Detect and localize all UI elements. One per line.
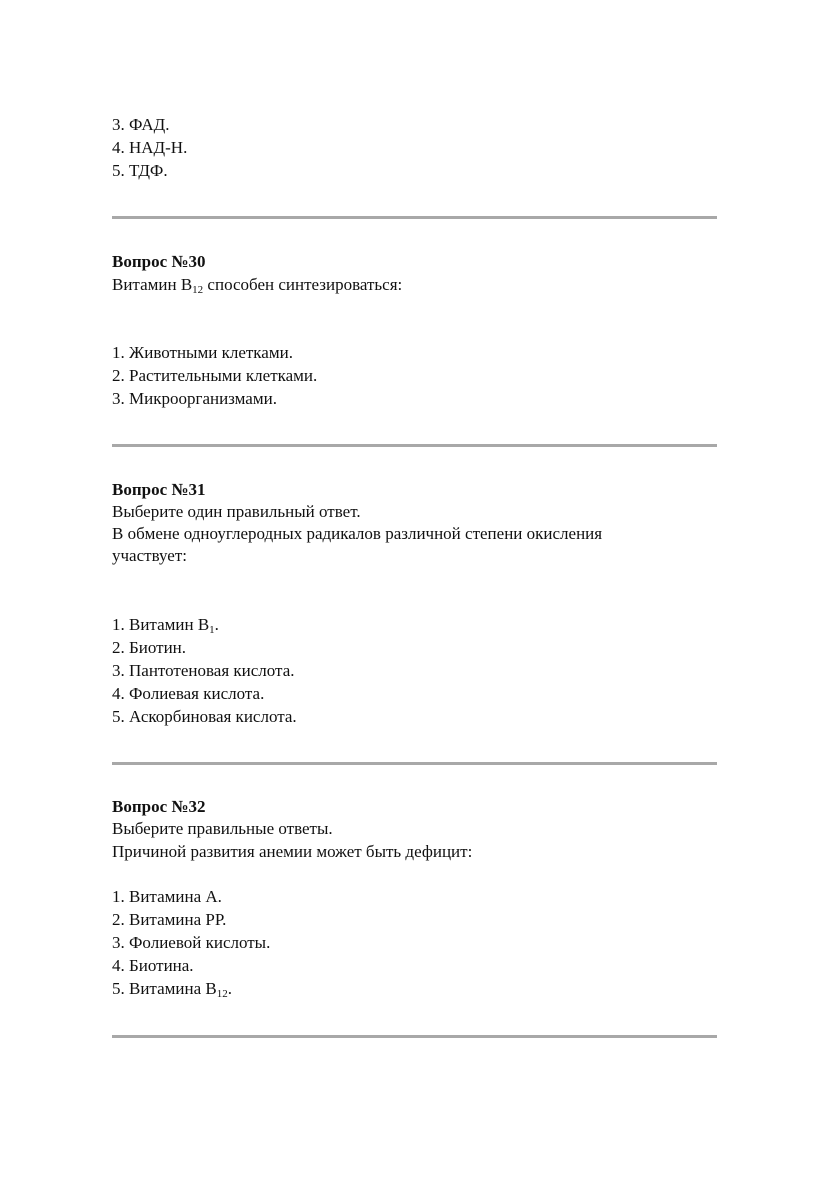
- answer-option: 5. Витамина $B_{12}$.: [112, 979, 232, 1000]
- question-text: участвует:: [112, 546, 187, 565]
- separator-rule: [112, 762, 717, 765]
- question-title: Вопрос №31: [112, 480, 206, 499]
- question-text: В обмене одноуглеродных радикалов различной степени окисления: [112, 524, 603, 543]
- answer-option: 2. Биотин.: [112, 638, 187, 657]
- answer-option: 3. Фолиевой кислоты.: [112, 933, 271, 952]
- answer-option: 1. Витамин $B_1$.: [112, 615, 219, 636]
- question-text: Витамин $B_{12}$ способен синтезироваться:: [112, 275, 403, 296]
- separator-rule: [112, 216, 717, 219]
- answer-option: 4. НАД-Н.: [112, 138, 188, 157]
- question-title: Вопрос №30: [112, 252, 206, 271]
- question-instruction: Выберите один правильный ответ.: [112, 502, 361, 521]
- answer-option: 5. ТДФ.: [112, 161, 168, 180]
- question-text: Причиной развития анемии может быть дефицит:: [112, 842, 473, 861]
- answer-option: 1. Животными клетками.: [112, 343, 293, 362]
- answer-option: 3. Пантотеновая кислота.: [112, 661, 295, 680]
- answer-option: 4. Биотина.: [112, 956, 194, 975]
- question-title: Вопрос №32: [112, 797, 206, 816]
- separator-rule: [112, 444, 717, 447]
- answer-option: 3. ФАД.: [112, 115, 170, 134]
- answer-option: 2. Витамина РР.: [112, 910, 227, 929]
- answer-option: 3. Микроорганизмами.: [112, 389, 277, 408]
- question-instruction: Выберите правильные ответы.: [112, 819, 333, 838]
- answer-option: 5. Аскорбиновая кислота.: [112, 707, 297, 726]
- answer-option: 1. Витамина А.: [112, 887, 222, 906]
- separator-rule: [112, 1035, 717, 1038]
- answer-option: 4. Фолиевая кислота.: [112, 684, 265, 703]
- answer-option: 2. Растительными клетками.: [112, 366, 318, 385]
